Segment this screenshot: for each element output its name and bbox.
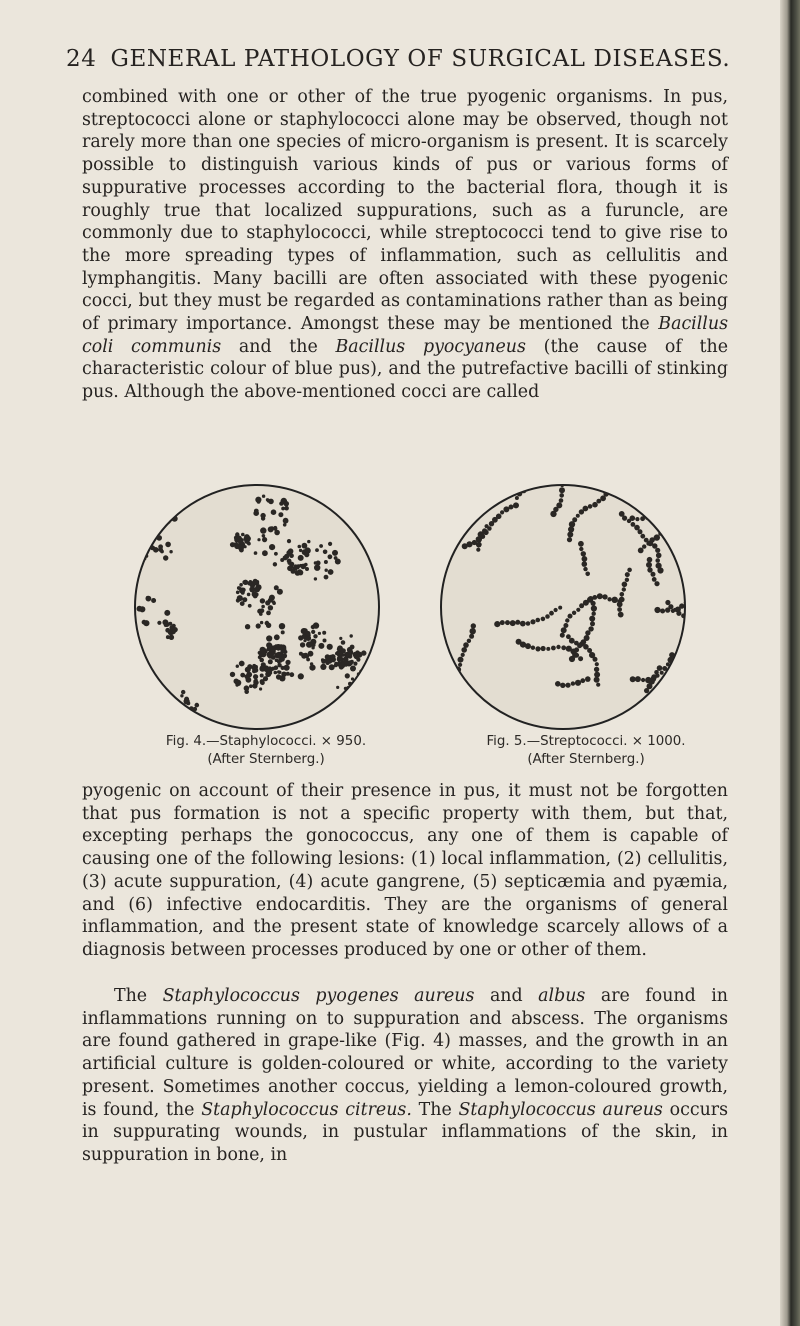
text-run: occurs in suppurating wounds, in pustular inflammations of the skin, in suppuration in bone, in bbox=[82, 1099, 729, 1165]
running-title: GENERAL PATHOLOGY OF SURGICAL DISEASES. bbox=[110, 46, 731, 72]
caption-line: Fig. 4.—Staphylococci. × 950. bbox=[165, 734, 367, 749]
caption-credit: (After Sternberg.) bbox=[207, 752, 325, 767]
italic-term: Staphylococcus pyogenes aureus bbox=[162, 986, 475, 1006]
streptococci-micrograph-icon bbox=[438, 482, 688, 732]
text-run: are found in inflammations running on to suppuration and abscess. The organisms are found gathered in grape-like (Fig. 4) masses, and the growth in an artificial culture is golden-coloured or white, according to the variety present. Sometimes another coccus, yielding a lemon-coloured growth, is found, the bbox=[82, 986, 728, 1120]
figure-4 bbox=[132, 482, 382, 732]
figure-4-caption bbox=[106, 733, 426, 769]
staphylococci-micrograph-icon bbox=[132, 482, 382, 732]
paragraph-1 bbox=[82, 86, 728, 404]
italic-term: Staphylococcus citreus. bbox=[201, 1099, 412, 1120]
paragraph-3 bbox=[82, 985, 728, 1167]
paragraph-2: pyogenic on account of their presence in pus, it must not be forgotten that pus formation is not a specific property with them, but that, excepting perhaps the gonococcus, any one of them is capable of causing one of the following lesions: (1) local inflammation, (2) cellulitis, (3) acute suppuration, (4) acute gangrene, (5) septicæmia and pyæmia, and (6) infective endocarditis. They are the organisms of general inflammation, and the present state of knowledge scarcely allows of a diagnosis between processes produced by one or other of them. bbox=[82, 781, 728, 960]
italic-term: Bacillus pyocyaneus bbox=[335, 336, 526, 357]
figure-5-caption bbox=[426, 733, 746, 769]
figure-5 bbox=[438, 482, 688, 732]
text-run: The bbox=[114, 986, 148, 1006]
text-run: and the bbox=[238, 336, 318, 357]
book-spine-edge bbox=[780, 0, 800, 1326]
italic-term: albus bbox=[538, 986, 586, 1006]
text-run: The bbox=[418, 1099, 452, 1120]
text-run: and bbox=[489, 986, 523, 1006]
text-run: (the cause of the characteristic colour of blue pus), and the putrefactive bacilli of stinking pus. Although the above-mentioned cocci are called bbox=[82, 336, 729, 403]
page-number: 24 bbox=[66, 46, 97, 72]
caption-line: Fig. 5.—Streptococci. × 1000. bbox=[486, 734, 686, 749]
text-run: combined with one or other of the true pyogenic organisms. In pus, streptococci alone or staphylococci alone may be observed, though not rarely more than one species of micro-organism is present. It is scarcely possible to distinguish various kinds of pus or various forms of suppurative processes according to the bacterial flora, though it is roughly true that localized suppurations, such as a furuncle, are commonly due to staphylococci, while streptococci tend to give rise to the more spreading types of inflammation, such as cellulitis and lymphangitis. Many bacilli are often associated with these pyogenic cocci, but they must be regarded as contaminations rather than as being of primary importance. Amongst these may be mentioned the bbox=[82, 87, 728, 335]
italic-term: Staphylococcus aureus bbox=[458, 1099, 663, 1120]
caption-credit: (After Sternberg.) bbox=[527, 752, 645, 767]
running-header bbox=[66, 46, 731, 72]
italic-term: Bacillus coli communis bbox=[82, 314, 728, 357]
